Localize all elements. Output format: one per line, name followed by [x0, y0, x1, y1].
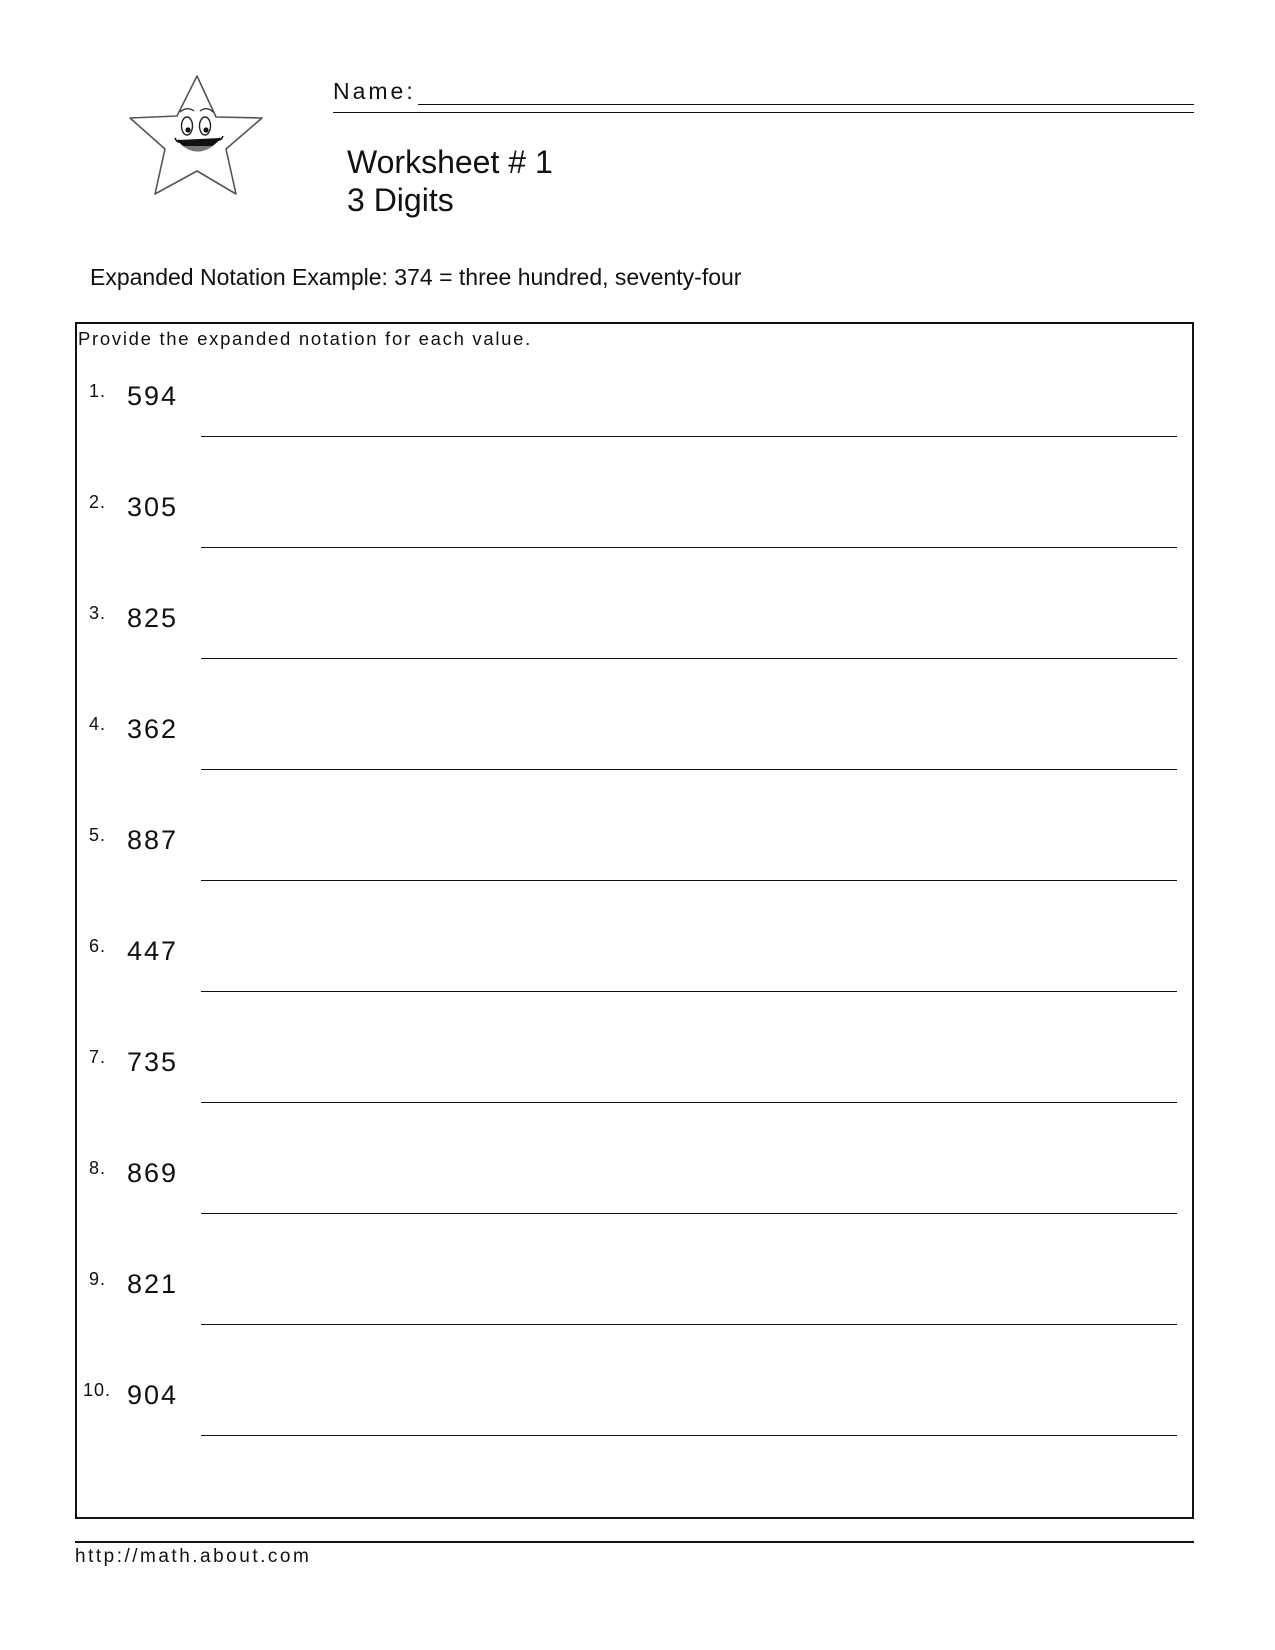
problem-item	[77, 714, 1192, 754]
example-text: Expanded Notation Example: 374 = three hundred, seventy-four	[90, 264, 742, 290]
instructions: Provide the expanded notation for each value.	[78, 328, 532, 349]
problem-number: 2.	[89, 492, 107, 512]
problem-value: 735	[127, 1047, 179, 1077]
problem-value: 821	[127, 1269, 179, 1299]
name-label: Name:	[333, 78, 416, 104]
answer-field[interactable]	[201, 1192, 1177, 1214]
problem-item	[77, 1380, 1192, 1420]
worksheet-subtitle: 3 Digits	[347, 182, 454, 218]
problem-value: 904	[127, 1380, 179, 1410]
header-divider	[333, 112, 1194, 113]
problem-value: 447	[127, 936, 179, 966]
answer-field[interactable]	[201, 1414, 1177, 1436]
problem-value: 887	[127, 825, 179, 855]
problem-item	[77, 936, 1192, 976]
problem-box	[75, 322, 1194, 1519]
problem-item	[77, 1269, 1192, 1309]
name-input-line[interactable]	[418, 104, 1194, 105]
problem-item	[77, 825, 1192, 865]
worksheet-title	[347, 143, 553, 219]
problem-number: 1.	[89, 381, 107, 401]
answer-field[interactable]	[201, 526, 1177, 548]
answer-field[interactable]	[201, 637, 1177, 659]
problem-number: 6.	[89, 936, 107, 956]
answer-field[interactable]	[201, 415, 1177, 437]
problem-number: 10.	[83, 1380, 112, 1400]
answer-field[interactable]	[201, 748, 1177, 770]
problem-value: 825	[127, 603, 179, 633]
problem-value: 594	[127, 381, 179, 411]
problem-number: 7.	[89, 1047, 107, 1067]
problem-number: 5.	[89, 825, 107, 845]
problem-item	[77, 381, 1192, 421]
answer-field[interactable]	[201, 1303, 1177, 1325]
problem-item	[77, 603, 1192, 643]
problem-item	[77, 492, 1192, 532]
answer-field[interactable]	[201, 970, 1177, 992]
problem-value: 305	[127, 492, 179, 522]
problem-item	[77, 1158, 1192, 1198]
smiling-star-logo-icon	[125, 70, 270, 205]
footer-divider	[75, 1541, 1194, 1543]
problem-value: 362	[127, 714, 179, 744]
answer-field[interactable]	[201, 859, 1177, 881]
problem-value: 869	[127, 1158, 179, 1188]
problem-number: 3.	[89, 603, 107, 623]
problem-number: 8.	[89, 1158, 107, 1178]
answer-field[interactable]	[201, 1081, 1177, 1103]
problem-number: 9.	[89, 1269, 107, 1289]
problem-number: 4.	[89, 714, 107, 734]
worksheet-number: Worksheet # 1	[347, 144, 553, 180]
footer-url-link[interactable]: http://math.about.com	[75, 1546, 312, 1567]
problem-item	[77, 1047, 1192, 1087]
